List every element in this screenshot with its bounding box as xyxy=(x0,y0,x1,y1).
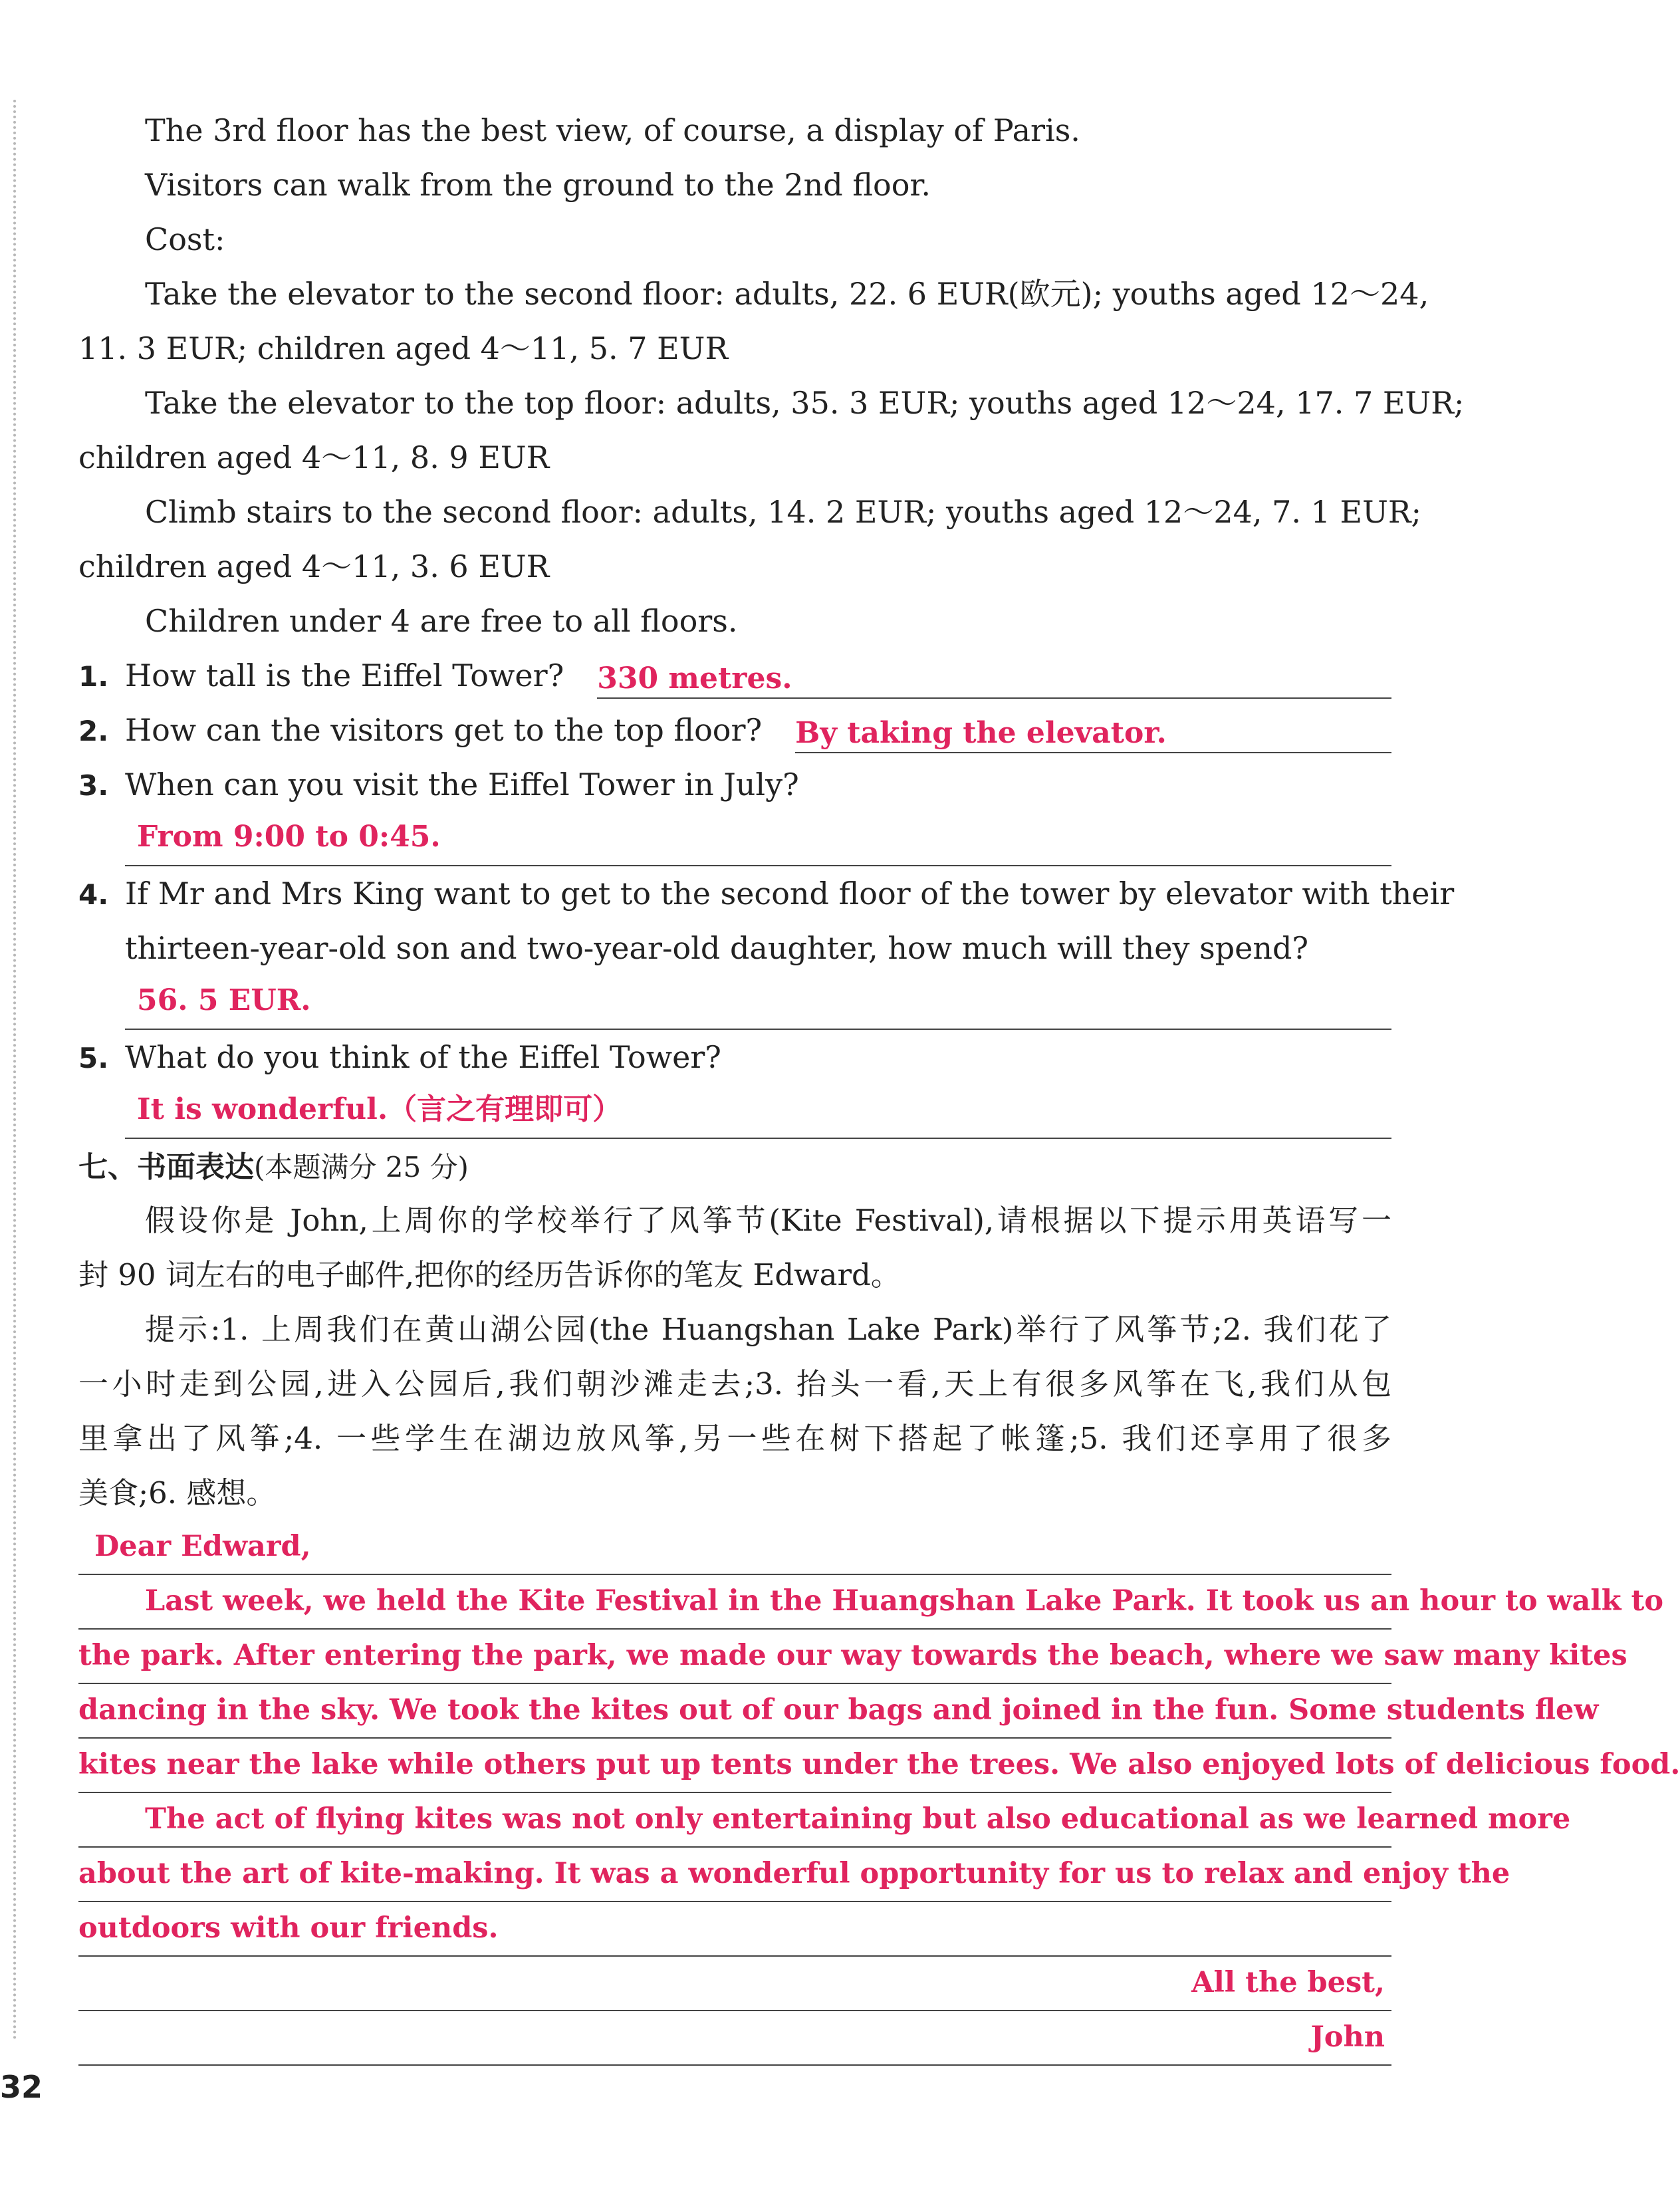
question-text: How tall is the Eiffel Tower? xyxy=(125,658,564,693)
essay-line: dancing in the sky. We took the kites out of our bags and joined in the fun. Some students flew xyxy=(78,1684,1391,1739)
reading-line: children aged 4～11, 8. 9 EUR xyxy=(78,439,550,475)
question-text: When can you visit the Eiffel Tower in July? xyxy=(125,767,799,802)
question-4 xyxy=(78,866,1455,921)
answer-text: It is wonderful.（言之有理即可） xyxy=(137,1092,622,1126)
question-text: What do you think of the Eiffel Tower? xyxy=(125,1039,721,1075)
reading-line: children aged 4～11, 3. 6 EUR xyxy=(78,549,550,584)
answer-text: From 9:00 to 0:45. xyxy=(137,820,441,854)
answer-field[interactable] xyxy=(125,1084,1391,1139)
section-heading xyxy=(78,1139,1391,1193)
page-number: 32 xyxy=(0,2069,43,2105)
essay-line: the park. After entering the park, we made our way towards the beach, where we saw many kites xyxy=(78,1630,1391,1684)
essay-line: about the art of kite-making. It was a wonderful opportunity for us to relax and enjoy the xyxy=(78,1848,1391,1902)
prompt-line: 封 90 词左右的电子邮件,把你的经历告诉你的笔友 Edward。 xyxy=(78,1257,901,1292)
answer-field[interactable] xyxy=(125,975,1391,1030)
question-3 xyxy=(78,757,1391,812)
section-score: (本题满分 25 分) xyxy=(254,1151,469,1183)
question-number: 4. xyxy=(78,878,109,911)
question-number: 5. xyxy=(78,1042,109,1074)
question-text: If Mr and Mrs King want to get to the second floor of the tower by elevator with their xyxy=(125,876,1455,912)
answer-text: 56. 5 EUR. xyxy=(137,983,311,1017)
prompt-line: 里拿出了风筝;4. 一些学生在湖边放风筝,另一些在树下搭起了帐篷;5. 我们还享用了很多 xyxy=(78,1421,1391,1456)
reading-line: Visitors can walk from the ground to the 2nd floor. xyxy=(145,167,931,203)
essay-line: Last week, we held the Kite Festival in the Huangshan Lake Park. It took us an hour to walk to xyxy=(78,1575,1391,1630)
reading-line: Take the elevator to the top floor: adults, 35. 3 EUR; youths aged 12～24, 17. 7 EUR; xyxy=(145,385,1465,421)
question-number: 3. xyxy=(78,769,109,802)
question-text: How can the visitors get to the top floor? xyxy=(125,712,763,748)
page-content xyxy=(78,103,1680,2066)
answer-text: 330 metres. xyxy=(597,662,792,695)
section-title: 七、书面表达 xyxy=(78,1150,254,1184)
answer-field[interactable] xyxy=(597,658,1391,699)
reading-line: Take the elevator to the second floor: adults, 22. 6 EUR(欧元); youths aged 12～24, xyxy=(145,276,1429,312)
question-2 xyxy=(78,703,1391,757)
answer-field[interactable] xyxy=(125,812,1391,866)
question-number: 2. xyxy=(78,715,109,747)
answer-field[interactable] xyxy=(795,712,1391,753)
essay-line: The act of flying kites was not only entertaining but also educational as we learned more xyxy=(78,1793,1391,1848)
binding-edge-dots xyxy=(13,100,16,2041)
prompt-line: 一小时走到公园,进入公园后,我们朝沙滩走去;3. 抬头一看,天上有很多风筝在飞,我们从包 xyxy=(78,1366,1391,1402)
reading-line: Cost: xyxy=(145,221,225,257)
essay-greeting: Dear Edward, xyxy=(78,1521,1391,1575)
essay-line: outdoors with our friends. xyxy=(78,1902,1391,1957)
question-1 xyxy=(78,648,1391,703)
reading-line: Climb stairs to the second floor: adults, 14. 2 EUR; youths aged 12～24, 7. 1 EUR; xyxy=(145,494,1421,530)
essay-closing: All the best, xyxy=(78,1957,1391,2011)
question-4-continued: thirteen-year-old son and two-year-old daughter, how much will they spend? xyxy=(125,930,1309,966)
question-number: 1. xyxy=(78,660,109,693)
essay-line: kites near the lake while others put up tents under the trees. We also enjoyed lots of delicious food. xyxy=(78,1739,1391,1793)
prompt-line: 假设你是 John,上周你的学校举行了风筝节(Kite Festival),请根据以下提示用英语写一 xyxy=(145,1203,1391,1238)
reading-line: Children under 4 are free to all floors. xyxy=(145,603,738,639)
reading-line: 11. 3 EUR; children aged 4～11, 5. 7 EUR xyxy=(78,330,729,366)
prompt-line: 提示:1. 上周我们在黄山湖公园(the Huangshan Lake Park)举行了风筝节;2. 我们花了 xyxy=(145,1312,1391,1347)
essay-signature: John xyxy=(78,2011,1391,2066)
question-5 xyxy=(78,1030,1391,1084)
prompt-line: 美食;6. 感想。 xyxy=(78,1475,277,1511)
answer-text: By taking the elevator. xyxy=(795,716,1167,750)
reading-line: The 3rd floor has the best view, of course, a display of Paris. xyxy=(145,112,1080,148)
